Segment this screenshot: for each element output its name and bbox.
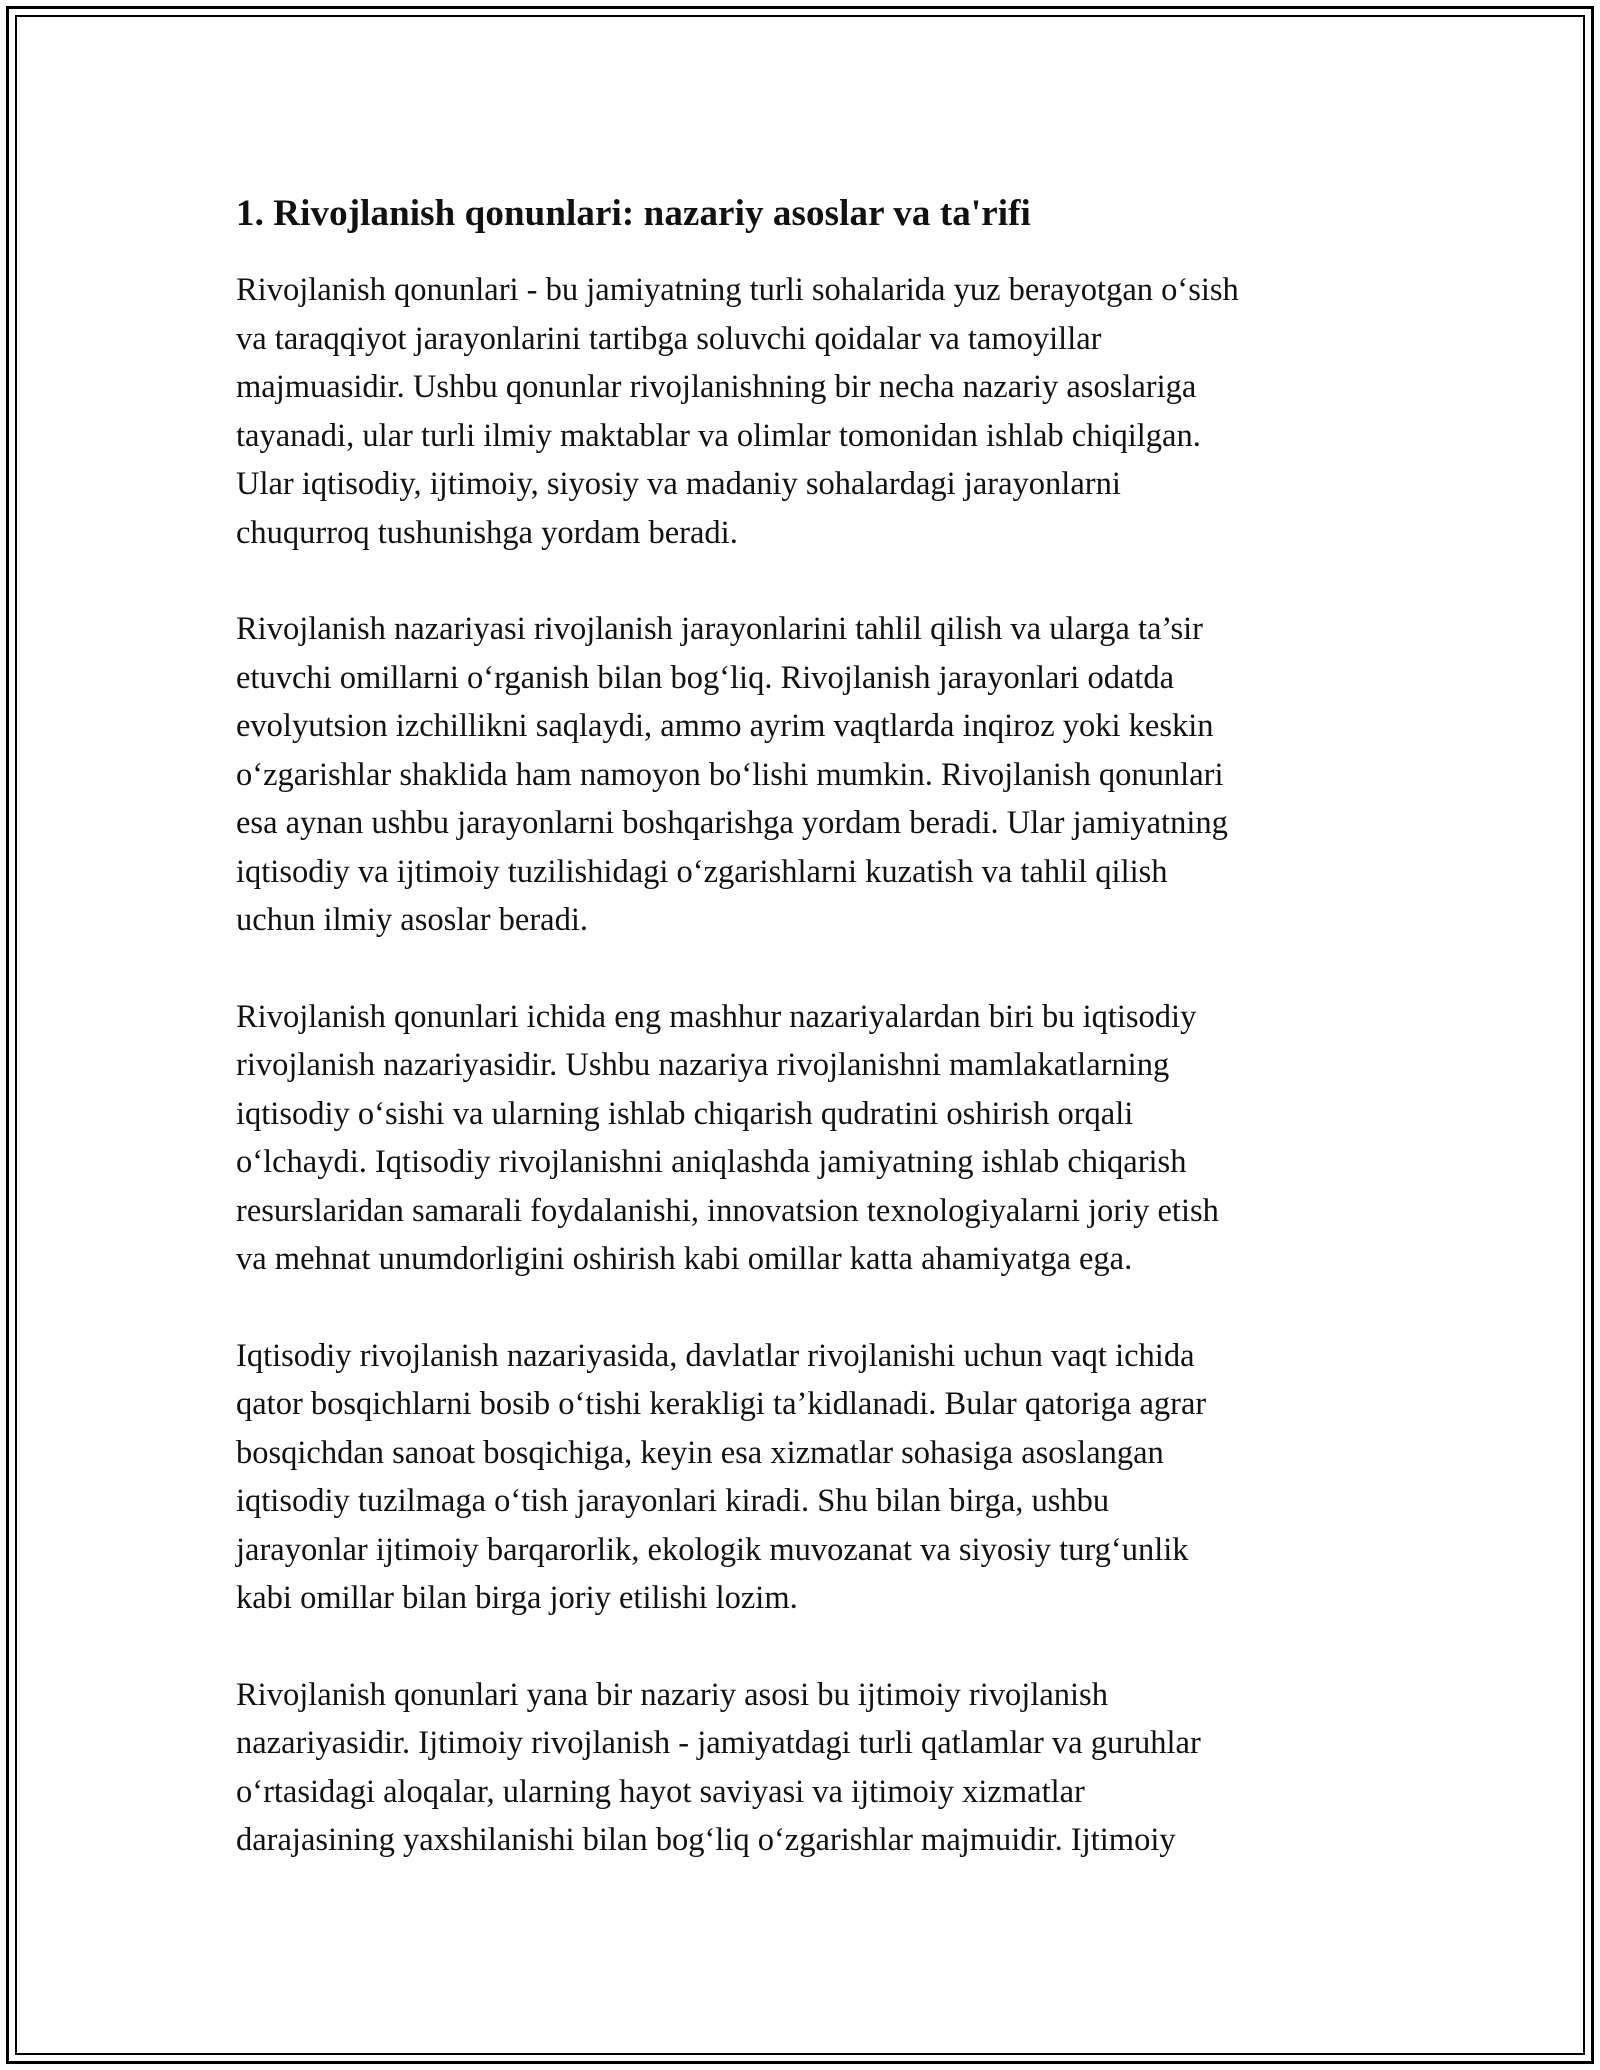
- text-line: nazariyasidir. Ijtimoiy rivojlanish - jamiyatdagi turli qatlamlar va guruhlar: [236, 1725, 1201, 1761]
- text-line: iqtisodiy va ijtimoiy tuzilishidagi o‘zgarishlarni kuzatish va tahlil qilish: [236, 853, 1168, 890]
- document-body: [236, 186, 1376, 1913]
- section-heading: 1. Rivojlanish qonunlari: nazariy asoslar va ta'rifi: [236, 193, 1031, 234]
- text-line: evolyutsion izchillikni saqlaydi, ammo ayrim vaqtlarda inqiroz yoki keskin: [236, 708, 1214, 744]
- text-line: resurslaridan samarali foydalanishi, innovatsion texnologiyalarni joriy etish: [236, 1192, 1219, 1229]
- text-line: o‘lchaydi. Iqtisodiy rivojlanishni aniqlashda jamiyatning ishlab chiqarish: [236, 1144, 1187, 1180]
- text-line: rivojlanish nazariyasidir. Ushbu nazariya rivojlanishni mamlakatlarning: [236, 1047, 1170, 1083]
- text-line: tayanadi, ular turli ilmiy maktablar va olimlar tomonidan ishlab chiqilgan.: [236, 417, 1201, 454]
- text-line: Ular iqtisodiy, ijtimoiy, siyosiy va madaniy sohalardagi jarayonlarni: [236, 466, 1121, 502]
- text-line: va taraqqiyot jarayonlarini tartibga soluvchi qoidalar va tamoyillar: [236, 320, 1102, 357]
- text-line: Rivojlanish nazariyasi rivojlanish jarayonlarini tahlil qilish va ularga ta’sir: [236, 611, 1203, 647]
- text-line: bosqichdan sanoat bosqichiga, keyin esa xizmatlar sohasiga asoslangan: [236, 1434, 1164, 1471]
- text-line: uchun ilmiy asoslar beradi.: [236, 902, 588, 938]
- text-line: majmuasidir. Ushbu qonunlar rivojlanishning bir necha nazariy asoslariga: [236, 369, 1197, 405]
- text-line: Rivojlanish qonunlari - bu jamiyatning turli sohalarida yuz berayotgan o‘sish: [236, 272, 1239, 308]
- text-line: iqtisodiy tuzilmaga o‘tish jarayonlari kiradi. Shu bilan birga, ushbu: [236, 1483, 1110, 1519]
- text-line: va mehnat unumdorligini oshirish kabi omillar katta ahamiyatga ega.: [236, 1241, 1133, 1277]
- paragraph-3: [236, 993, 1376, 1284]
- text-line: esa aynan ushbu jarayonlarni boshqarishga yordam beradi. Ular jamiyatning: [236, 805, 1228, 841]
- paragraph-5: [236, 1671, 1376, 1865]
- paragraph-2: [236, 605, 1376, 945]
- text-line: qator bosqichlarni bosib o‘tishi kerakligi ta’kidlanadi. Bular qatoriga agrar: [236, 1386, 1207, 1422]
- text-line: darajasining yaxshilanishi bilan bog‘liq o‘zgarishlar majmuidir. Ijtimoiy: [236, 1822, 1176, 1858]
- text-line: etuvchi omillarni o‘rganish bilan bog‘liq. Rivojlanish jarayonlari odatda: [236, 659, 1175, 696]
- text-line: Rivojlanish qonunlari ichida eng mashhur nazariyalardan biri bu iqtisodiy: [236, 998, 1197, 1035]
- paragraph-1: [236, 266, 1376, 557]
- text-line: chuqurroq tushunishga yordam beradi.: [236, 514, 738, 551]
- text-line: iqtisodiy o‘sishi va ularning ishlab chiqarish qudratini oshirish orqali: [236, 1095, 1134, 1132]
- paragraph-4: [236, 1332, 1376, 1623]
- text-line: kabi omillar bilan birga joriy etilishi lozim.: [236, 1580, 798, 1616]
- text-line: o‘rtasidagi aloqalar, ularning hayot saviyasi va ijtimoiy xizmatlar: [236, 1773, 1085, 1810]
- text-line: o‘zgarishlar shaklida ham namoyon bo‘lishi mumkin. Rivojlanish qonunlari: [236, 756, 1224, 793]
- text-line: jarayonlar ijtimoiy barqarorlik, ekologik muvozanat va siyosiy turg‘unlik: [236, 1531, 1189, 1568]
- text-line: Iqtisodiy rivojlanish nazariyasida, davlatlar rivojlanishi uchun vaqt ichida: [236, 1337, 1195, 1374]
- text-line: Rivojlanish qonunlari yana bir nazariy asosi bu ijtimoiy rivojlanish: [236, 1676, 1108, 1713]
